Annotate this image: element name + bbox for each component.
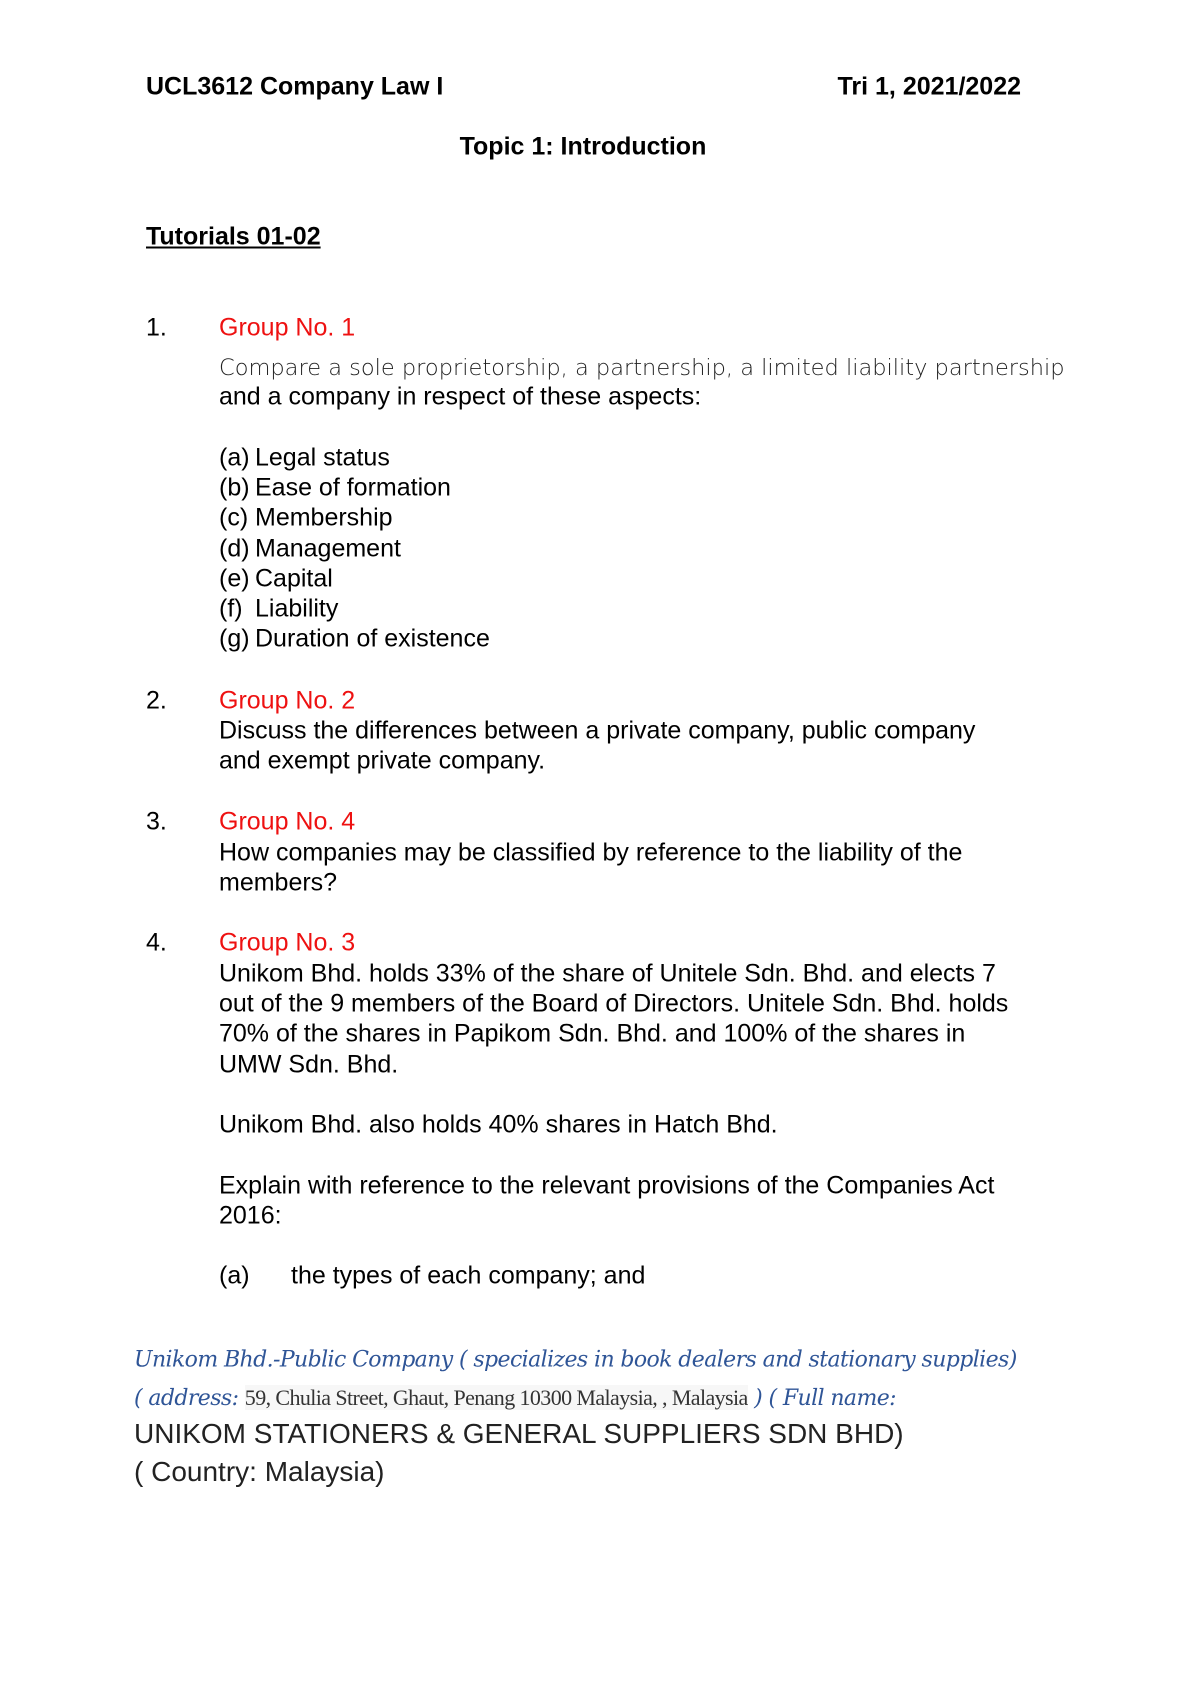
question-number: 1. [146,313,167,342]
question-text: and exempt private company. [219,746,546,775]
aspect-text: Ease of formation [255,473,451,502]
question-number: 2. [146,686,167,715]
aspect-label: (d) [219,534,250,563]
company-country: ( Country: Malaysia) [134,1456,385,1487]
sub-question-label: (a) [219,1261,250,1290]
aspect-label: (e) [219,564,250,593]
address-value: 59, Chulia Street, Ghaut, Penang 10300 Malaysia, , Malaysia [244,1385,748,1410]
aspect-text: Capital [255,564,333,593]
question-number: 3. [146,807,167,836]
question-number: 4. [146,928,167,957]
group-label: Group No. 1 [219,313,356,342]
question-text: Unikom Bhd. also holds 40% shares in Hatch Bhd. [219,1110,778,1139]
question-text: 70% of the shares in Papikom Sdn. Bhd. and 100% of the shares in [219,1019,966,1048]
topic-title: Topic 1: Introduction [459,132,707,161]
question-text: Discuss the differences between a private company, public company [219,716,976,745]
question-text: UMW Sdn. Bhd. [219,1050,399,1079]
aspect-text: Duration of existence [255,624,490,653]
address-label: ( address: [134,1386,239,1411]
group-label: Group No. 4 [219,807,356,836]
question-text: Explain with reference to the relevant provisions of the Companies Act [219,1171,995,1200]
company-full-name: UNIKOM STATIONERS & GENERAL SUPPLIERS SDN BHD) [134,1418,904,1449]
answer-line: Unikom Bhd.-Public Company ( specializes in book dealers and stationary supplies) [134,1347,1017,1373]
question-text: 2016: [219,1201,282,1230]
sub-question-text: the types of each company; and [291,1261,646,1290]
question-text: members? [219,868,338,897]
aspect-label: (a) [219,443,250,472]
aspect-text: Membership [255,503,393,532]
question-text: and a company in respect of these aspects: [219,382,702,411]
aspect-label: (g) [219,624,250,653]
aspect-text: Legal status [255,443,390,472]
group-label: Group No. 2 [219,686,356,715]
aspect-label: (f) [219,594,243,623]
answer-address-line [134,1385,896,1411]
aspect-label: (c) [219,503,249,532]
aspect-text: Management [255,534,401,563]
fullname-label: ) ( Full name: [754,1386,896,1411]
question-text: Compare a sole proprietorship, a partnership, a limited liability partnership [219,355,1065,381]
term: Tri 1, 2021/2022 [837,72,1021,101]
course-title: UCL3612 Company Law I [146,72,444,101]
aspect-label: (b) [219,473,250,502]
question-text: out of the 9 members of the Board of Directors. Unitele Sdn. Bhd. holds [219,989,1009,1018]
group-label: Group No. 3 [219,928,356,957]
aspect-text: Liability [255,594,339,623]
tutorials-heading: Tutorials 01-02 [146,222,321,251]
question-text: Unikom Bhd. holds 33% of the share of Unitele Sdn. Bhd. and elects 7 [219,959,996,988]
question-text: How companies may be classified by reference to the liability of the [219,838,963,867]
